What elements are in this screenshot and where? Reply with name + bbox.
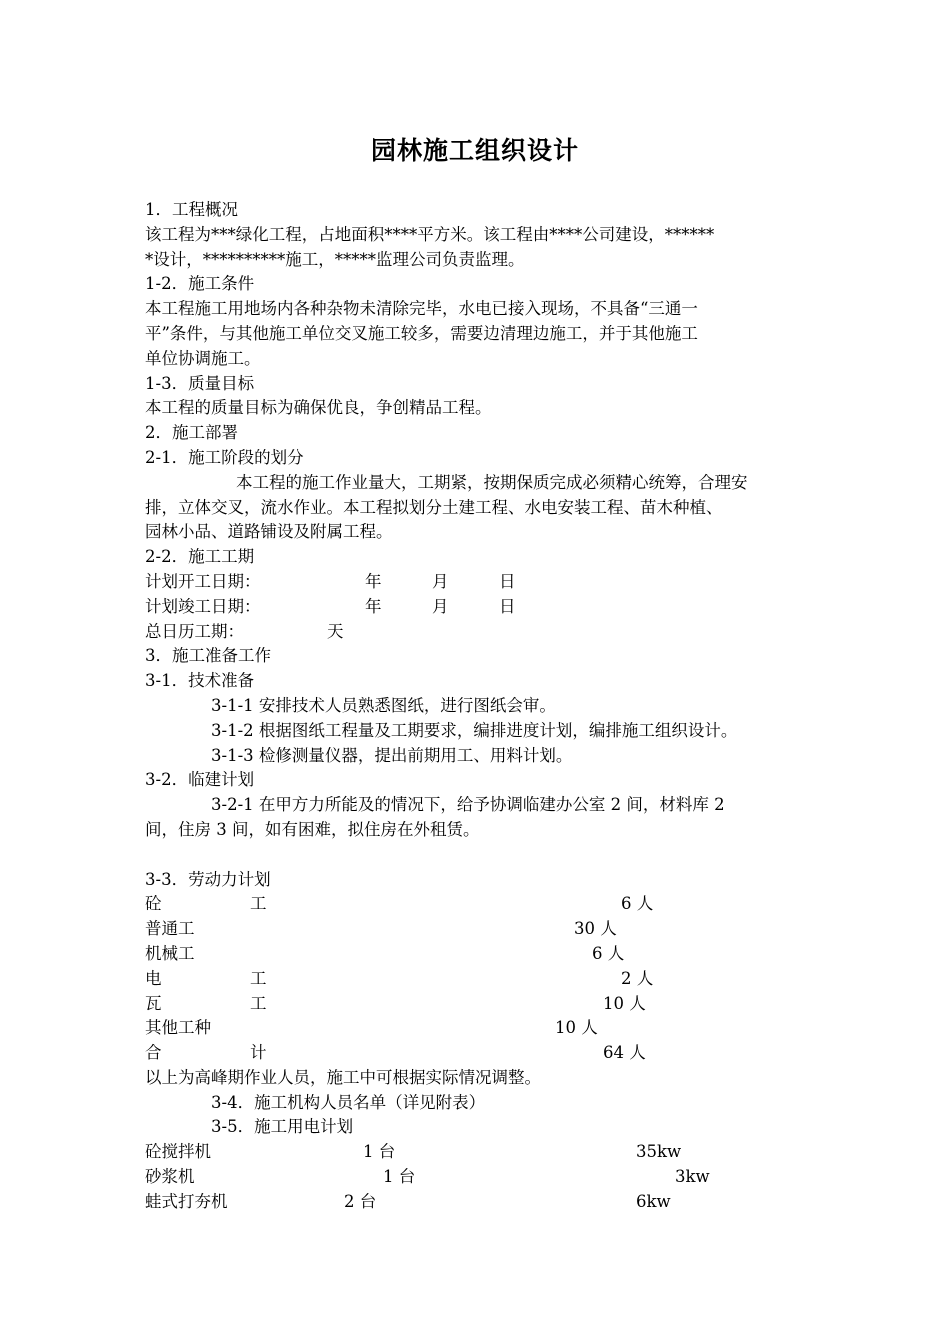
labor-count: 30 人 (574, 919, 617, 939)
end-date-label: 计划竣工日期： (145, 596, 261, 616)
labor-type: 电 (145, 968, 162, 988)
days-unit: 天 (327, 621, 344, 641)
document-title: 园林施工组织设计 (370, 136, 579, 165)
labor-note: 以上为高峰期作业人员，施工中可根据实际情况调整。 (145, 1067, 541, 1087)
section-heading-3-3: 3-3．劳动力计划 (145, 869, 271, 889)
year-label: 年 (365, 571, 382, 591)
list-item: 3-1-1 安排技术人员熟悉图纸，进行图纸会审。 (211, 695, 556, 715)
labor-count: 2 人 (621, 968, 654, 988)
labor-type: 机械工 (145, 943, 195, 963)
paragraph-line: 本工程的质量目标为确保优良，争创精品工程。 (145, 398, 492, 418)
labor-type: 瓦 (145, 993, 162, 1013)
labor-count: 6 人 (621, 894, 654, 914)
day-label: 日 (499, 571, 516, 591)
equipment-name: 蛙式打夯机 (145, 1191, 228, 1211)
paragraph-line: *设计，**********施工，*****监理公司负责监理。 (145, 249, 525, 269)
equipment-qty: 1 台 (363, 1142, 396, 1162)
labor-type-suffix: 工 (250, 894, 267, 914)
section-heading-2-2: 2-2．施工工期 (145, 547, 255, 567)
section-heading-1-2: 1-2．施工条件 (145, 274, 255, 294)
paragraph-line: 平”条件，与其他施工单位交叉施工较多，需要边清理边施工，并于其他施工 (145, 323, 698, 343)
labor-type-suffix: 计 (250, 1043, 267, 1063)
year-label: 年 (365, 596, 382, 616)
paragraph-line: 园林小品、道路铺设及附属工程。 (145, 522, 393, 542)
section-heading-3-2: 3-2．临建计划 (145, 770, 255, 790)
labor-count: 6 人 (592, 943, 625, 963)
section-heading-3-4: 3-4．施工机构人员名单（详见附表） (211, 1092, 486, 1112)
labor-type: 合 (145, 1043, 162, 1063)
equipment-row (145, 1165, 825, 1190)
labor-count: 10 人 (603, 993, 646, 1013)
month-label: 月 (432, 596, 449, 616)
paragraph-line: 单位协调施工。 (145, 348, 261, 368)
labor-row (145, 942, 825, 967)
equipment-row (145, 1190, 825, 1215)
labor-row (145, 992, 825, 1017)
labor-count: 64 人 (603, 1043, 646, 1063)
equipment-name: 砂浆机 (145, 1167, 195, 1187)
total-days-label: 总日历工期： (145, 621, 244, 641)
labor-type-suffix: 工 (250, 993, 267, 1013)
equipment-power: 6kw (636, 1191, 671, 1211)
section-heading-3-5: 3-5．施工用电计划 (211, 1117, 354, 1137)
labor-row (145, 967, 825, 992)
labor-type-suffix: 工 (250, 968, 267, 988)
day-label: 日 (499, 596, 516, 616)
labor-row (145, 892, 825, 917)
equipment-power: 35kw (636, 1142, 682, 1162)
document-body (145, 198, 825, 1215)
section-heading-2-1: 2-1．施工阶段的划分 (145, 447, 304, 467)
labor-row (145, 917, 825, 942)
paragraph-line: 本工程施工用地场内各种杂物未清除完毕，水电已接入现场，不具备“三通一 (145, 299, 698, 319)
month-label: 月 (432, 571, 449, 591)
equipment-qty: 1 台 (383, 1167, 416, 1187)
total-days-row (145, 620, 825, 645)
equipment-qty: 2 台 (344, 1191, 377, 1211)
list-item: 3-1-2 根据图纸工程量及工期要求，编排进度计划，编排施工组织设计。 (211, 720, 738, 740)
list-item: 3-1-3 检修测量仪器，提出前期用工、用料计划。 (211, 745, 573, 765)
section-heading-3: 3．施工准备工作 (145, 646, 271, 666)
labor-type: 砼 (145, 894, 162, 914)
blank-line (145, 843, 825, 868)
paragraph-line: 3-2-1 在甲方力所能及的情况下，给予协调临建办公室 2 间，材料库 2 (211, 795, 725, 815)
equipment-row (145, 1140, 825, 1165)
start-date-row (145, 570, 825, 595)
section-heading-3-1: 3-1．技术准备 (145, 671, 255, 691)
section-heading-1-3: 1-3．质量目标 (145, 373, 255, 393)
labor-count: 10 人 (555, 1018, 598, 1038)
labor-type: 其他工种 (145, 1018, 211, 1038)
section-heading-2: 2．施工部署 (145, 423, 238, 443)
paragraph-line: 排，立体交叉，流水作业。本工程拟划分土建工程、水电安装工程、苗木种植、 (145, 497, 723, 517)
equipment-name: 砼搅拌机 (145, 1142, 211, 1162)
start-date-label: 计划开工日期： (145, 571, 261, 591)
paragraph-line: 间，住房 3 间，如有困难，拟住房在外租赁。 (145, 819, 480, 839)
paragraph-line: 本工程的施工作业量大，工期紧，按期保质完成必须精心统筹，合理安 (236, 472, 748, 492)
labor-row (145, 1016, 825, 1041)
section-heading-1: 1．工程概况 (145, 200, 238, 219)
equipment-power: 3kw (675, 1167, 710, 1187)
end-date-row (145, 595, 825, 620)
paragraph-line: 该工程为***绿化工程，占地面积****平方米。该工程由****公司建设，****** (145, 224, 715, 244)
labor-total-row (145, 1041, 825, 1066)
labor-type: 普通工 (145, 919, 195, 939)
